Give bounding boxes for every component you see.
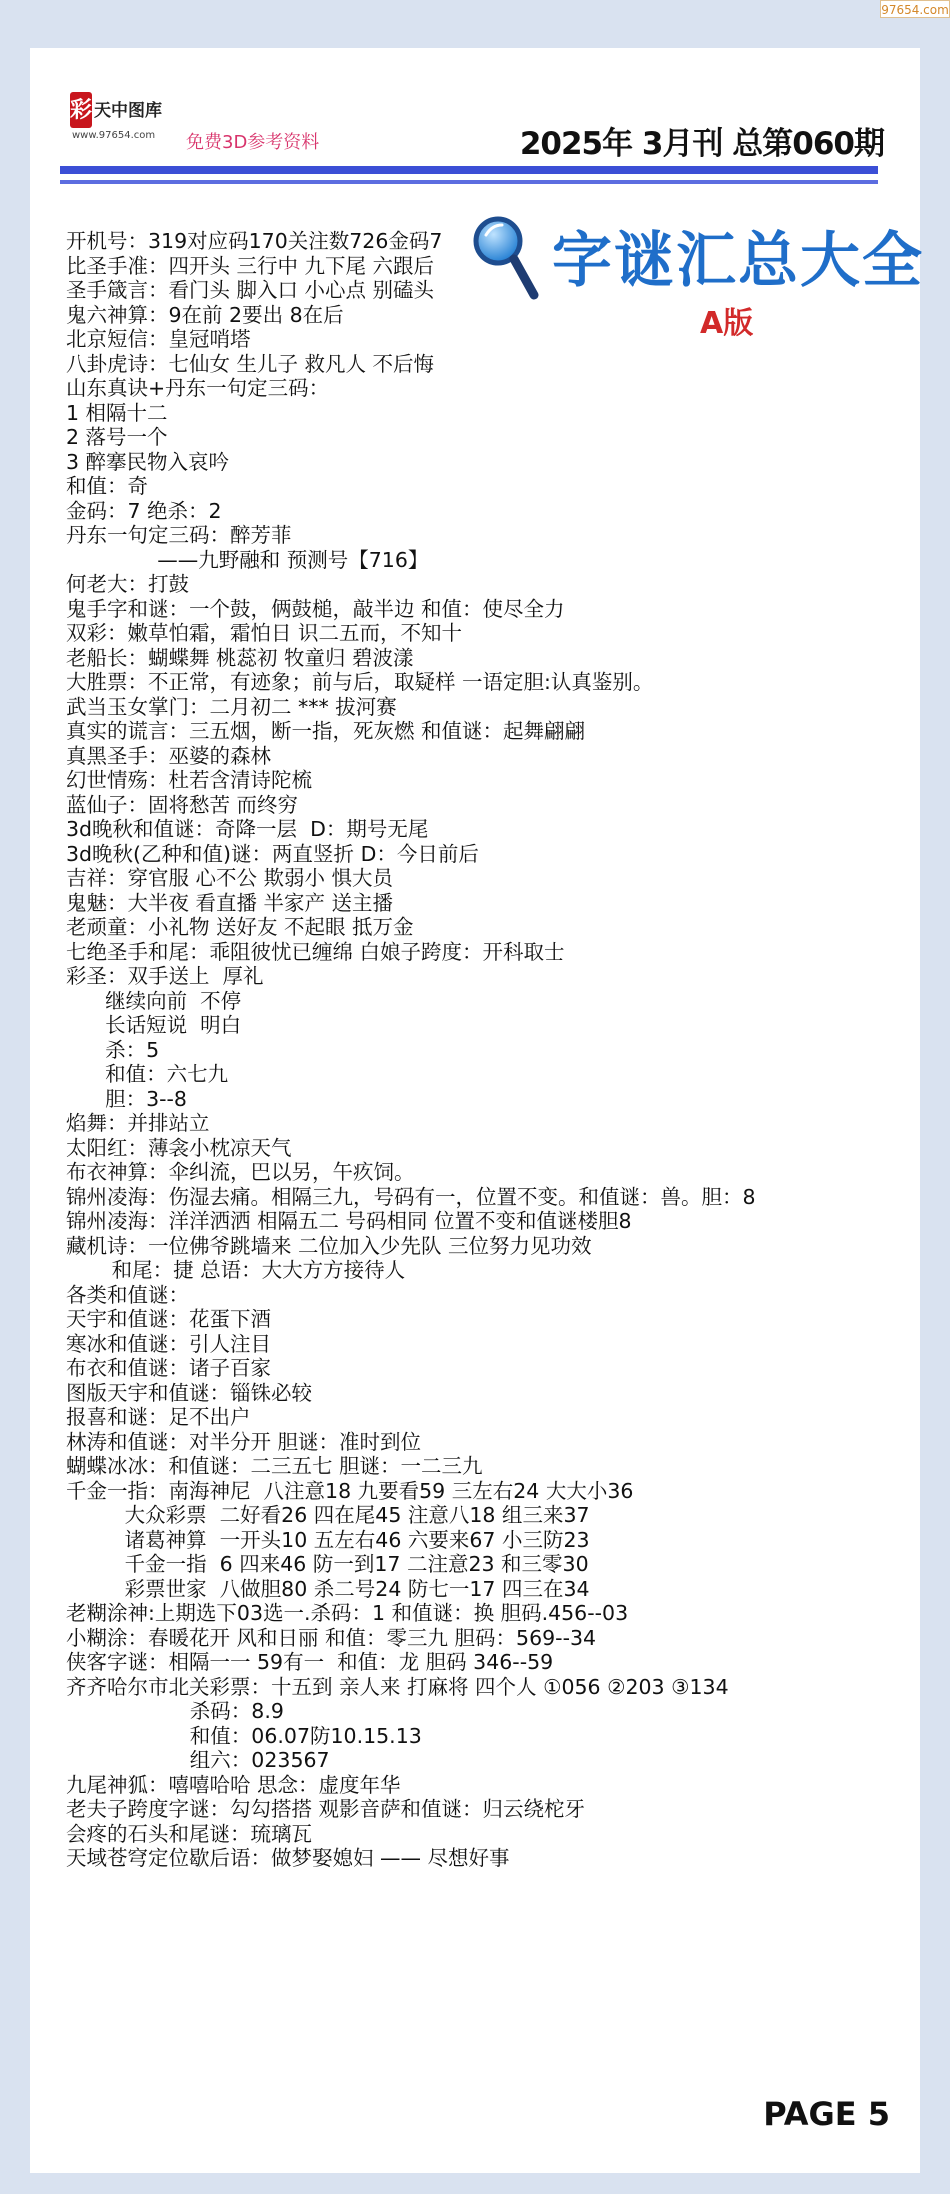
content-line: 组六：023567 <box>66 1748 330 1772</box>
logo <box>70 92 176 142</box>
content-line: 双彩：嫩草怕霜，霜怕日 识二五而，不知十 <box>66 621 463 645</box>
content-line: 鬼六神算：9在前 2要出 8在后 <box>66 302 344 327</box>
content-line: 布衣神算：伞纠流，巴以另，午疚饲。 <box>66 1160 415 1184</box>
logo-name: 天中图库 <box>94 101 162 121</box>
content-line: 何老大：打鼓 <box>66 572 189 596</box>
content-line: 真实的谎言：三五烟，断一指，死灰燃 和值谜：起舞翩翩 <box>66 719 586 743</box>
content-line: 九尾神狐：嘻嘻哈哈 思念：虚度年华 <box>66 1772 401 1797</box>
content-line: 和值：奇 <box>66 474 148 498</box>
header-rule-thick <box>60 166 878 174</box>
content-line: 杀码：8.9 <box>66 1699 284 1723</box>
content-line: 老船长：蝴蝶舞 桃蕊初 牧童归 碧波漾 <box>66 645 414 670</box>
content-line: 金码：7 绝杀：2 <box>66 498 222 523</box>
logo-url: www.97654.com <box>72 130 156 141</box>
document-page <box>30 48 924 2173</box>
content-line: 开机号：319对应码170关注数726金码7 <box>66 229 443 253</box>
content-line: 焰舞：并排站立 <box>66 1111 210 1135</box>
content-line: 千金一指：南海神尼 八注意18 九要看59 三左右24 大大小36 <box>66 1478 634 1503</box>
content-line: 报喜和谜：足不出户 <box>66 1405 251 1429</box>
content-line: 蓝仙子：固将愁苦 而终穷 <box>66 792 299 817</box>
content-line: 侠客字谜：相隔一一 59有一 和值：龙 胆码 346--59 <box>66 1650 554 1674</box>
header-subtitle: 免费3D参考资料 <box>186 132 320 153</box>
content-line: 天域苍穹定位歇后语：做梦娶媳妇 —— 尽想好事 <box>66 1846 510 1870</box>
content-line: 锦州凌海：洋洋洒洒 相隔五二 号码相同 位置不变和值谜楼胆8 <box>66 1209 632 1233</box>
content-line: 各类和值谜： <box>66 1282 189 1307</box>
content-line: 和值：六七九 <box>66 1062 229 1086</box>
content-line: 胆：3--8 <box>66 1086 187 1111</box>
content-line: ——九野融和 预测号【716】 <box>66 547 429 572</box>
content-line: 长话短说 明白 <box>66 1013 242 1037</box>
content-line: 老顽童：小礼物 送好友 不起眼 抵万金 <box>66 915 414 939</box>
content-line: 3 醉搴民物入哀吟 <box>66 449 230 474</box>
content-line: 诸葛神算 一开头10 五左右46 六要来67 小三防23 <box>66 1527 590 1552</box>
logo-badge: 彩 <box>70 92 92 128</box>
site-watermark-tag: 97654.com <box>880 0 950 18</box>
content-line: 蝴蝶冰冰：和值谜：二三五七 胆谜：一二三九 <box>66 1454 483 1478</box>
content-line: 太阳红：薄衾小枕凉天气 <box>66 1135 292 1160</box>
content-line: 齐齐哈尔市北关彩票：十五到 亲人来 打麻将 四个人 ①056 ②203 ③134 <box>66 1674 729 1699</box>
content-line: 寒冰和值谜：引人注目 <box>66 1331 271 1356</box>
content-line: 杀：5 <box>66 1037 160 1062</box>
edition-label: A版 <box>700 306 754 341</box>
content-line: 天宇和值谜：花蛋下酒 <box>66 1307 271 1331</box>
content-line: 2 落号一个 <box>66 425 168 449</box>
content-line: 老夫子跨度字谜：勾勾搭搭 观影音萨和值谜：归云绕柁牙 <box>66 1797 586 1821</box>
content-line: 大众彩票 二好看26 四在尾45 注意八18 组三来37 <box>66 1503 590 1527</box>
document-title: 字谜汇总大全 <box>552 226 924 296</box>
header-rule-thin <box>60 180 878 184</box>
content-line: 山东真诀+丹东一句定三码： <box>66 376 330 400</box>
content-line: 1 相隔十二 <box>66 400 168 425</box>
content-line: 林涛和值谜：对半分开 胆谜：准时到位 <box>66 1429 422 1454</box>
content-line: 继续向前 不停 <box>66 988 242 1013</box>
content-line: 3d晚秋(乙种和值)谜：两直竖折 D：今日前后 <box>66 841 479 866</box>
page-number: PAGE 5 <box>763 2095 890 2133</box>
content-line: 大胜票：不正常，有迹象；前与后，取疑样 一语定胆:认真鉴别。 <box>66 670 654 694</box>
content-line: 会疼的石头和尾谜：琉璃瓦 <box>66 1821 312 1846</box>
content-line: 和尾：捷 总语：大大方方接待人 <box>66 1258 406 1282</box>
content-line: 鬼魅：大半夜 看直播 半家产 送主播 <box>66 890 394 915</box>
content-line: 千金一指 6 四来46 防一到17 二注意23 和三零30 <box>66 1552 589 1576</box>
content-line: 鬼手字和谜：一个鼓，俩鼓槌，敲半边 和值：使尽全力 <box>66 596 565 621</box>
content-line: 吉祥：穿官服 心不公 欺弱小 惧大员 <box>66 866 394 890</box>
content-line: 幻世情殇：杜若含清诗陀梳 <box>66 768 312 792</box>
content-line: 小糊涂：春暖花开 风和日丽 和值：零三九 胆码：569--34 <box>66 1625 597 1650</box>
content-line: 八卦虎诗：七仙女 生儿子 救凡人 不后悔 <box>66 351 435 376</box>
content-line: 圣手箴言：看门头 脚入口 小心点 别磕头 <box>66 278 435 302</box>
content-line: 3d晚秋和值谜：奇降一层 D：期号无尾 <box>66 817 429 841</box>
content-line: 北京短信：皇冠哨塔 <box>66 327 251 351</box>
content-line: 图版天宇和值谜：锱铢必较 <box>66 1380 312 1405</box>
content-line: 藏机诗：一位佛爷跳墙来 二位加入少先队 三位努力见功效 <box>66 1233 592 1258</box>
content-line: 彩票世家 八做胆80 杀二号24 防七一17 四三在34 <box>66 1576 590 1601</box>
content-line: 真黑圣手：巫婆的森林 <box>66 743 271 768</box>
content-line: 锦州凌海：伤湿去痛。相隔三九，号码有一，位置不变。和值谜：兽。胆：8 <box>66 1184 756 1209</box>
content-line: 布衣和值谜：诸子百家 <box>66 1356 271 1380</box>
issue-title: 2025年 3月刊 总第060期 <box>519 126 884 162</box>
content-line: 丹东一句定三码：醉芳菲 <box>66 523 292 547</box>
content-line: 老糊涂神:上期选下03选一.杀码：1 和值谜：换 胆码.456--03 <box>66 1601 629 1625</box>
content-line: 和值：06.07防10.15.13 <box>66 1723 422 1748</box>
content-line: 比圣手准：四开头 三行中 九下尾 六跟后 <box>66 253 435 278</box>
content-line: 武当玉女掌门：二月初二 *** 拔河赛 <box>66 694 397 719</box>
content-line: 彩圣：双手送上 厚礼 <box>66 964 264 988</box>
content-body <box>66 229 906 1871</box>
content-line: 七绝圣手和尾：乖阻彼忧已缠绵 白娘子跨度：开科取士 <box>66 939 565 964</box>
